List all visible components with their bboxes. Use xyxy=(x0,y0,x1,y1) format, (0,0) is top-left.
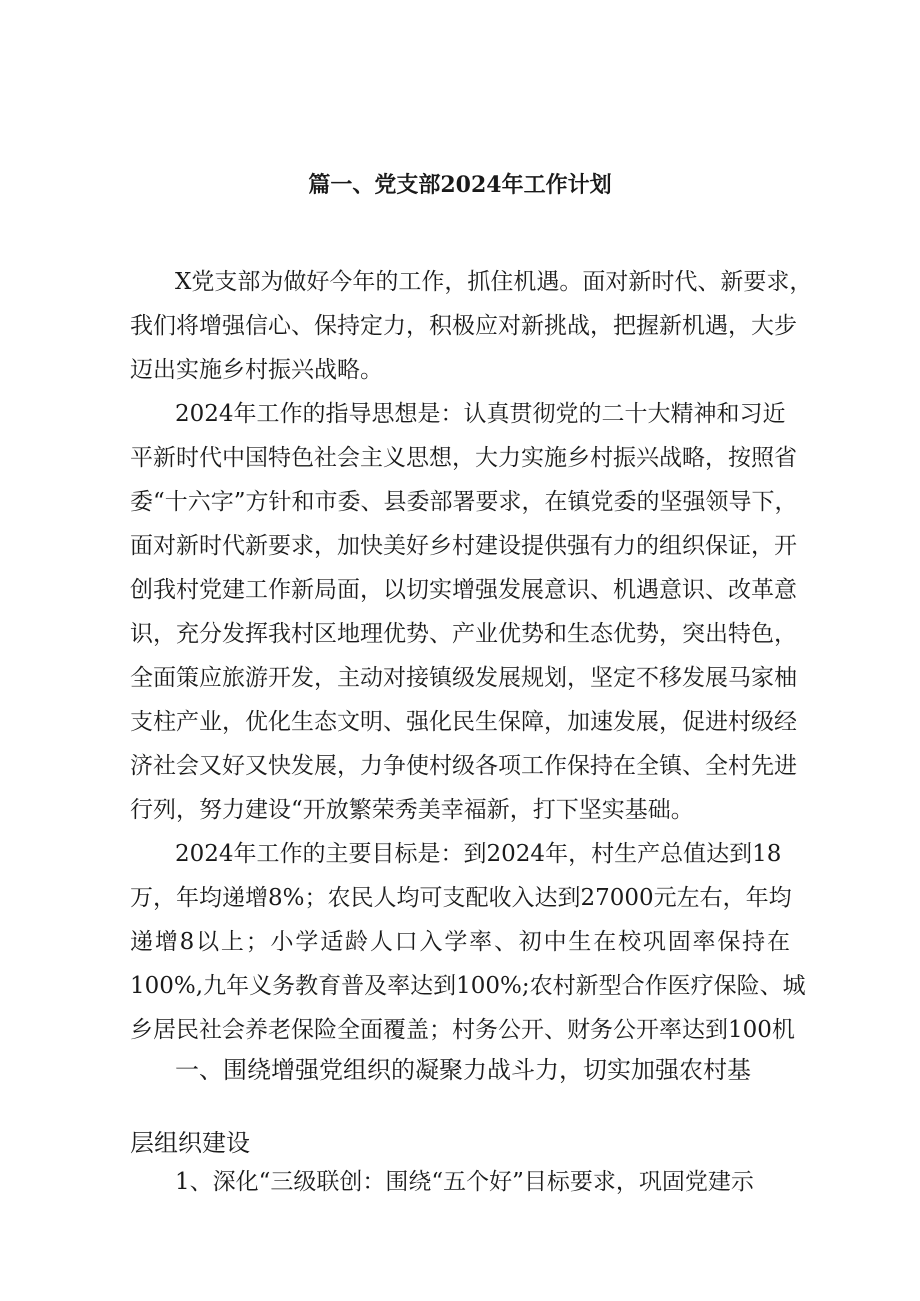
paragraph-line: 乡居民社会养老保险全面覆盖；村务公开、财务公开率达到100机 xyxy=(130,1017,795,1043)
paragraph-line: 济社会又好又快发展，力争使村级各项工作保持在全镇、全村先进 xyxy=(130,753,797,779)
paragraph-line: 创我村党建工作新局面，以切实增强发展意识、机遇意识、改革意 xyxy=(130,577,797,603)
paragraph-line: 委“十六字”方针和市委、县委部署要求，在镇党委的坚强领导下， xyxy=(130,489,798,515)
paragraph-line: 100%,九年义务教育普及率达到100%;农村新型合作医疗保险、城 xyxy=(130,973,806,999)
paragraph-line: 万，年均递增8%；农民人均可支配收入达到27000元左右，年均 xyxy=(130,885,792,911)
paragraph-line: 面对新时代新要求，加快美好乡村建设提供强有力的组织保证，开 xyxy=(130,533,797,559)
paragraph-line: 支柱产业，优化生态文明、强化民生保障，加速发展，促进村级经 xyxy=(130,709,797,735)
paragraph-line: 2024年工作的指导思想是：认真贯彻党的二十大精神和习近 xyxy=(175,401,786,427)
section-heading: 一、围绕增强党组织的凝聚力战斗力，切实加强农村基 xyxy=(175,1056,751,1084)
section-heading-continuation: 层组织建设 xyxy=(130,1129,250,1157)
paragraph-line: 我们将增强信心、保持定力，积极应对新挑战，把握新机遇，大步 xyxy=(130,313,797,339)
paragraph-line: 行列，努力建设“开放繁荣秀美幸福新，打下坚实基础。 xyxy=(130,797,694,823)
paragraph-line: 迈出实施乡村振兴战略。 xyxy=(130,357,383,383)
paragraph-line: 平新时代中国特色社会主义思想，大力实施乡村振兴战略，按照省 xyxy=(130,445,797,471)
paragraph-line: 递增8以上；小学适龄人口入学率、初中生在校巩固率保持在 xyxy=(130,929,790,955)
paragraph-line: 识，充分发挥我村区地理优势、产业优势和生态优势，突出特色， xyxy=(130,621,797,647)
paragraph-line: X党支部为做好今年的工作，抓住机遇。面对新时代、新要求， xyxy=(175,269,813,295)
paragraph-line: 1、深化“三级联创：围绕“五个好”目标要求，巩固党建示 xyxy=(175,1169,754,1195)
paragraph-line: 全面策应旅游开发，主动对接镇级发展规划，坚定不移发展马家柚 xyxy=(130,665,797,691)
paragraph-line: 2024年工作的主要目标是：到2024年，村生产总值达到18 xyxy=(175,841,782,867)
document-title: 篇一、党支部2024年工作计划 xyxy=(308,172,612,198)
